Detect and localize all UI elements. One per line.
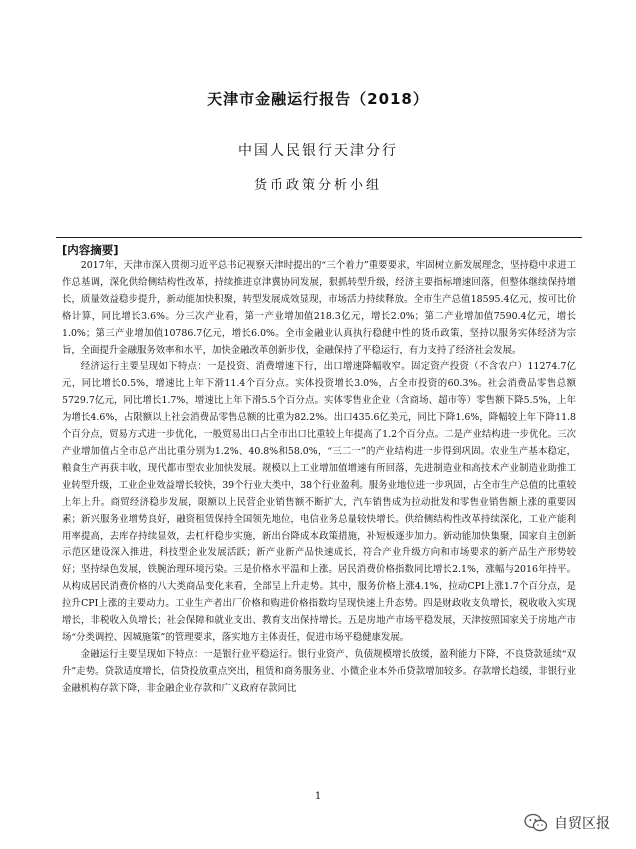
wechat-icon [524,813,548,833]
abstract-paragraph-3: 金融运行主要呈现如下特点：一是银行业平稳运行。银行业资产、负债规模增长放缓，盈利能力下降，不良贷款延续“双升”走势。贷款适度增长，信贷投放重点突出，租赁和商务服务业、小微企业本外币贷款增加较多。存款增长趋缓，非银行业金融机构存款下降，非金融企业存款和广义政府存款同比 [62,648,576,694]
watermark [524,809,610,837]
author-group: 货币政策分析小组 [253,178,382,193]
watermark-text: 自贸区报 [554,816,610,832]
abstract-heading: [内容摘要] [62,243,119,257]
report-title: 天津市金融运行报告（2018） [207,90,429,108]
abstract-paragraph-1: 2017年，天津市深入贯彻习近平总书记视察天津时提出的“三个着力”重要要求，牢固树立新发展理念，坚持稳中求进工作总基调，深化供给侧结构性改革，持续推进京津冀协同发展，狠抓转型升级，经济主要指标增速回落，但整体继续保持增长，质量效益稳步提升，新动能加快积聚，转型发展成效显现，市场活力持续释放。全市生产总值18595.4亿元，按可比价格计算，同比增长3.6%。分三次产业看，第一产业增加值218.3亿元，增长2.0%；第二产业增加值7590.4亿元，增长1.0%；第三产业增加值10786.7亿元，增长6.0%。全市金融业认真执行稳健中性的货币政策，坚持以服务实体经济为宗旨，全面提升金融服务效率和水平，加快金融改革创新步伐，金融保持了平稳运行，有力支持了经济社会发展。 [62,260,576,356]
page-number: 1 [314,791,322,802]
abstract-body [62,258,576,768]
issuing-organization: 中国人民银行天津分行 [238,143,398,159]
abstract-paragraph-2: 经济运行主要呈现如下特点：一是投资、消费增速下行，出口增速降幅收窄。固定资产投资（不含农户）11274.7亿元，同比增长0.5%，增速比上年下滑11.4个百分点。实体投资增长3.0%，占全市投资的60.3%。社会消费品零售总额5729.7亿元，同比增长1.7%，增速比上年下滑5.5个百分点。实体零售业企业（含商场、超市等）零售额下降5.5%，上年为增长4.6%，占限额以上社会消费品零售总额的比重为82.2%。出口435.6亿美元，同比下降1.6%，降幅较上年下降11.8个百分点，贸易方式进一步优化，一般贸易出口占全市出口比重较上年提高了1.2个百分点。二是产业结构进一步优化。三次产业增加值占全市总产出比重分别为1.2%、40.8%和58.0%，“三二一”的产业结构进一步得到巩固。农业生产基本稳定，粮食生产再获丰收，现代都市型农业加快发展。规模以上工业增加值增速有所回落，先进制造业和高技术产业制造业助推工业转型升级，工业企业效益增长较快，39个行业大类中，38个行业盈利。服务业地位进一步巩固，占全市生产总值的比重较上年上升。商贸经济稳步发展，限额以上民营企业销售额不断扩大，汽车销售成为拉动批发和零售业销售额上涨的重要因素；新兴服务业增势良好，融资租赁保持全国领先地位，电信业务总量较快增长。供给侧结构性改革持续深化，工业产能利用率提高，去库存持续显效，去杠杆稳步实施，新出台降成本政策措施，补短板逐步加力。新动能加快集聚，国家自主创新示范区建设深入推进，科技型企业发展活跃；新产业新产品快速成长，符合产业升级方向和市场要求的新产品生产形势较好；坚持绿色发展，铁腕治理环境污染。三是价格水平温和上涨。居民消费价格指数同比增长2.1%，涨幅与2016年持平。从构成居民消费价格的八大类商品变化来看，全部呈上升走势。其中，服务价格上涨4.1%，拉动CPI上涨1.7个百分点，是拉升CPI上涨的主要动力。工业生产者出厂价格和购进价格指数均呈现快速上升态势。四是财政收支负增长，税收收入实现增长，非税收入负增长；社会保障和就业支出、教育支出保持增长。五是房地产市场平稳发展，天津按照国家关于房地产市场“分类调控、因城施策”的管理要求，落实地方主体责任，促进市场平稳健康发展。 [62,361,576,643]
